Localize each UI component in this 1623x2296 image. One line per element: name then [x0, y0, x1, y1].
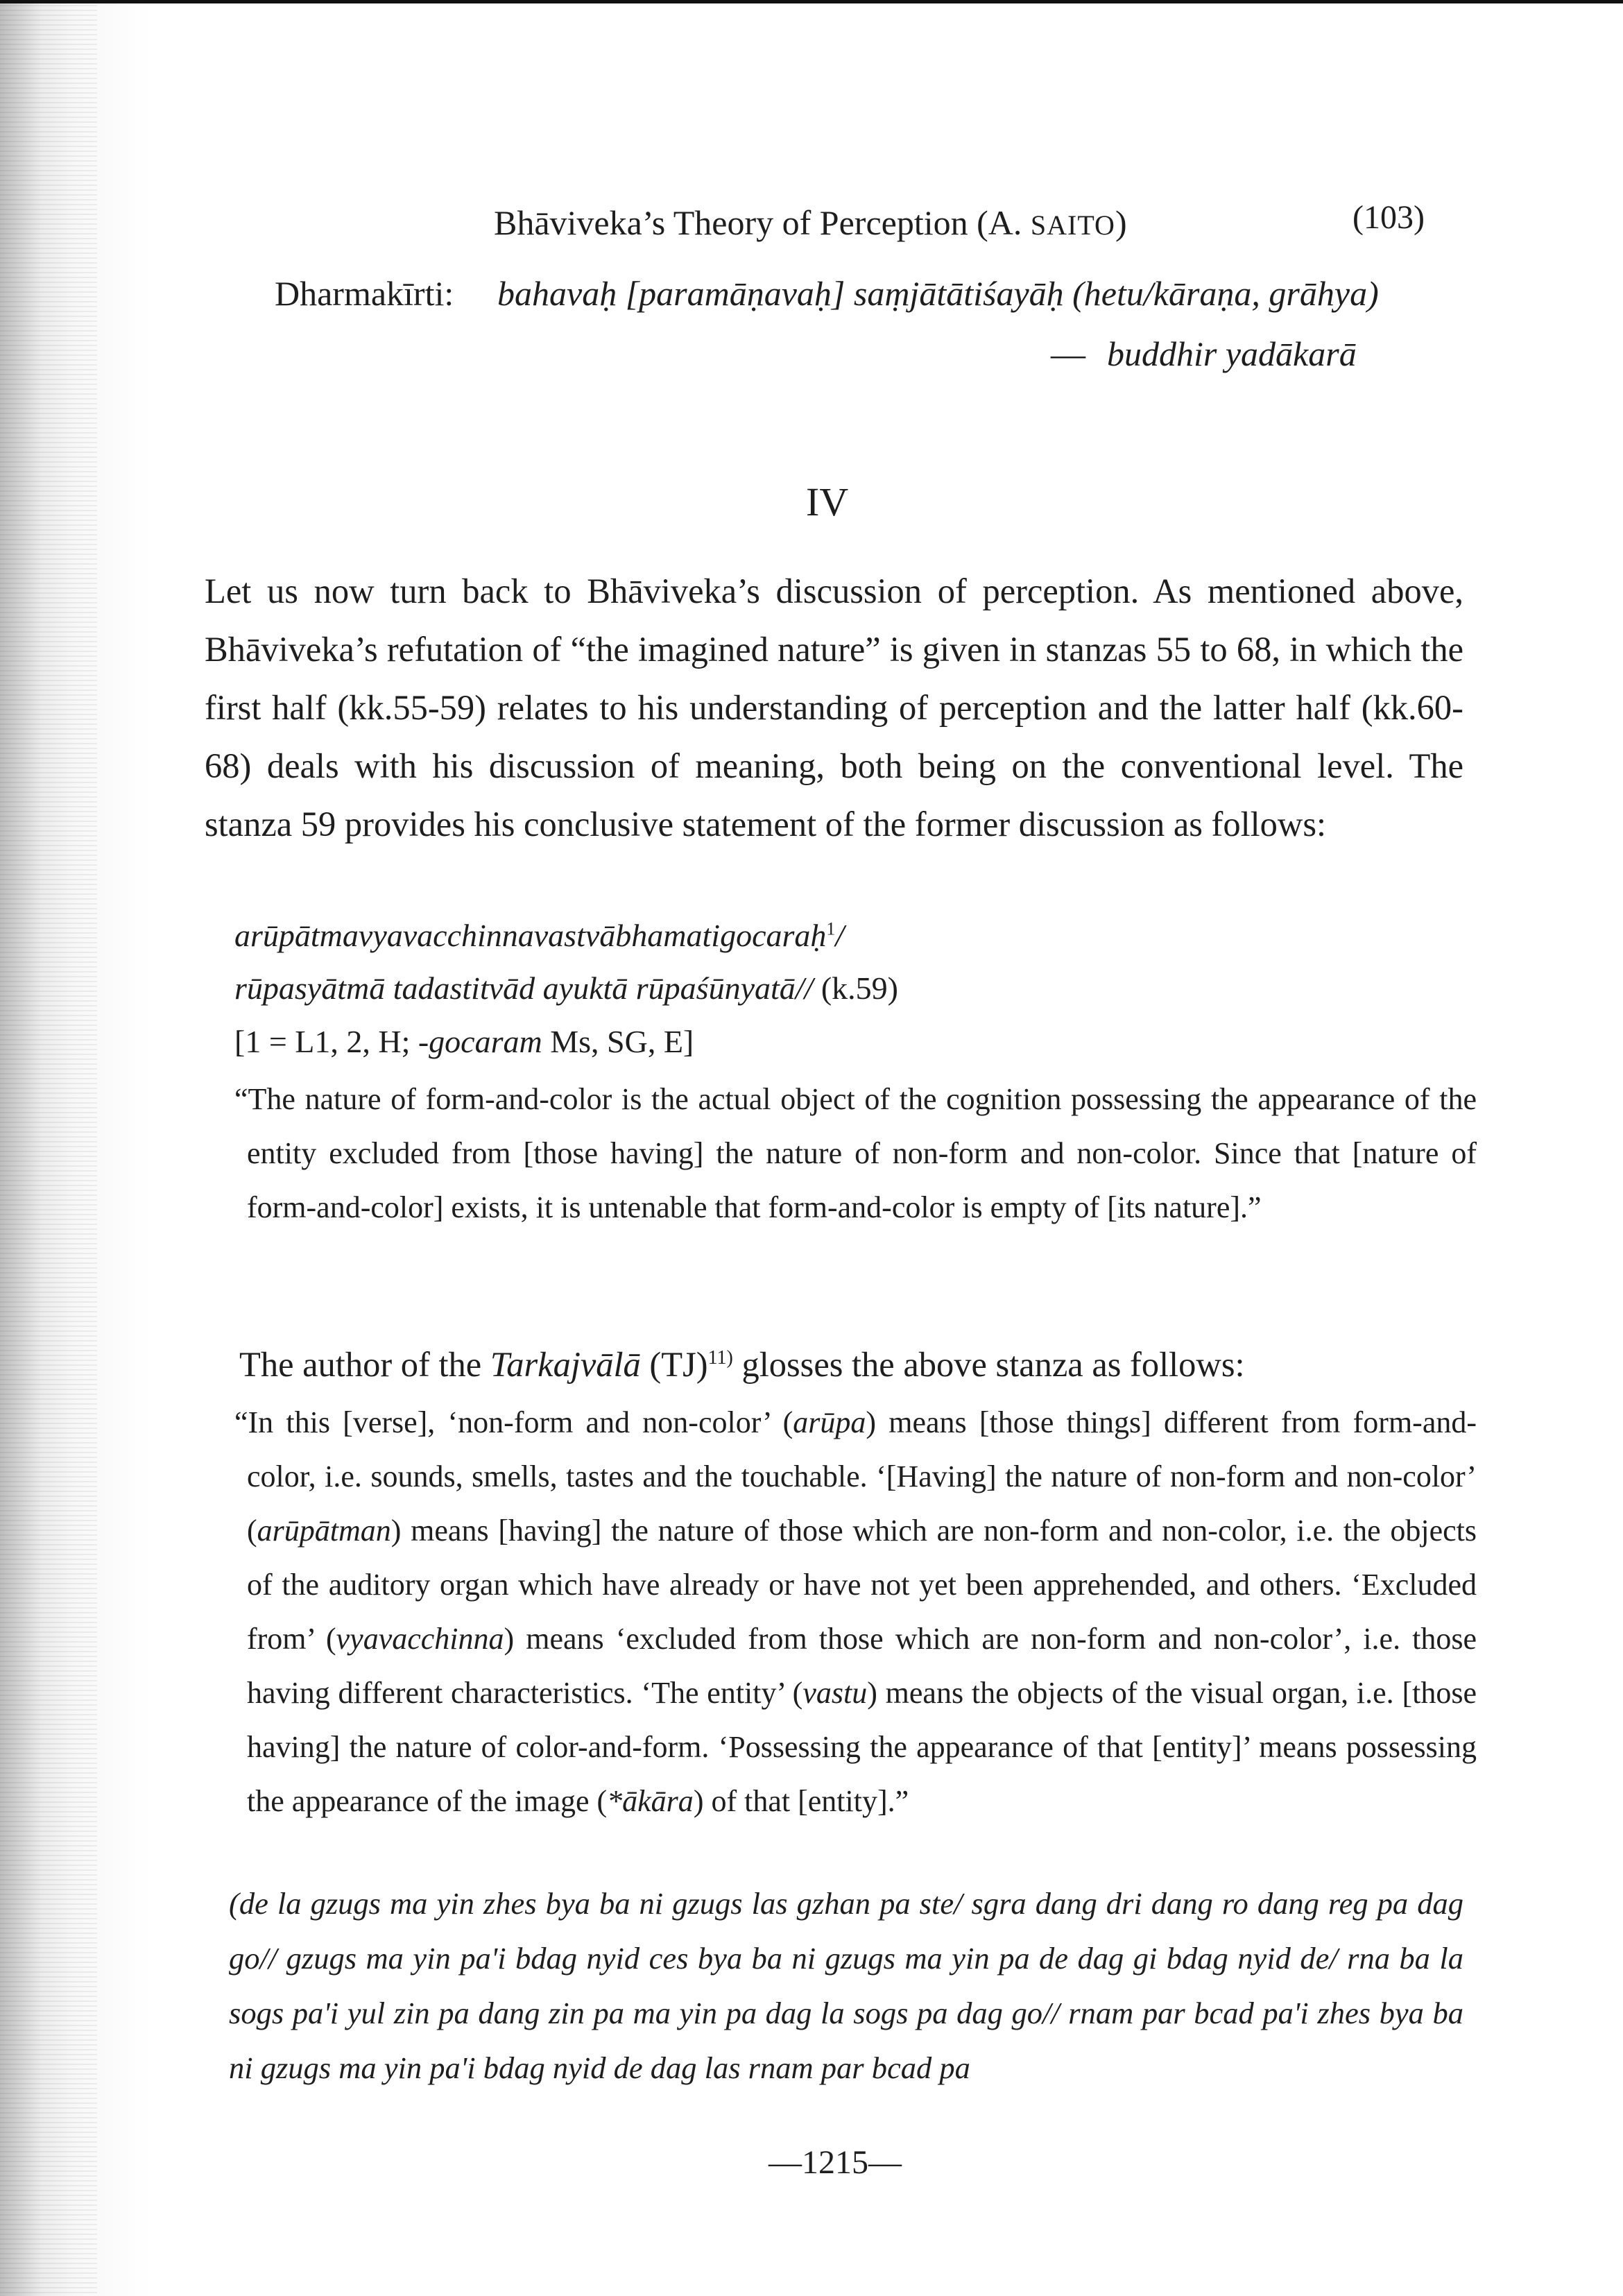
translation-1: “The nature of form-and-color is the actual object of the cognition possessing the appearance of the entity excluded from [those having] the nature of non-form and non-color. Since that [nature of form-and-color] exists, it is untenable that form-and-color is empty of [its nature].”	[234, 1082, 1477, 1224]
dharmakirti-label: Dharmakīrti:	[275, 274, 454, 313]
variant-apparatus: [1 = L1, 2, H; -gocaram Ms, SG, E]	[234, 1024, 694, 1059]
page-number: —1215—	[768, 2144, 902, 2181]
paragraph-1: Let us now turn back to Bhāviveka’s discussion of perception. As mentioned above, Bhāviveka’s refutation of “the imagined nature” is given in stanzas 55 to 68, in which the first half (kk.55-59) relates to his understanding of perception and the latter half (kk.60-68) deals with his discussion of meaning, both being on the conventional level. The stanza 59 provides his conclusive statement of the former discussion as follows:	[205, 572, 1463, 843]
variant-marker: 1	[826, 918, 836, 939]
sanskrit-verse-line-2: rūpasyātmā tadastitvād ayuktā rūpaśūnyatā// (k.59)	[234, 970, 898, 1006]
translation-2: “In this [verse], ‘non-form and non-color’ (arūpa) means [those things] different from form-and-color, i.e. sounds, smells, tastes and the touchable. ‘[Having] the nature of non-form and non-color’ (arūpātman) means [having] the nature of those which are non-form and non-color, i.e. the objects of the auditory organ which have already or have not yet been apprehended, and others. ‘Excluded from’ (vyavacchinna) means ‘excluded from those which are non-form and non-color’, i.e. those having different characteristics. ‘The entity’ (vastu) means the objects of the visual organ, i.e. [those having] the nature of color-and-form. ‘Possessing the appearance of that [entity]’ means possessing the appearance of the image (*ākāra) of that [entity].”	[234, 1405, 1477, 1818]
dharmakirti-line-1: bahavaḥ [paramāṇavaḥ] saṃjātātiśayāḥ (hetu/kāraṇa, grāhya)	[497, 274, 1379, 313]
running-head: Bhāviveka’s Theory of Perception (A. SAITO)	[494, 203, 1127, 242]
sanskrit-verse-line-1: arūpātmavyavacchinnavastvābhamatigocaraḥ$^1$/	[234, 918, 845, 953]
dharmakirti-dash: —	[1051, 334, 1085, 373]
section-heading: IV	[806, 479, 849, 524]
page-reference: (103)	[1352, 199, 1425, 236]
paragraph-2-intro: The author of the Tarkajvālā (TJ)$^{11)}$ glosses the above stanza as follows:	[239, 1345, 1245, 1384]
footnote-marker: 11)	[707, 1347, 733, 1369]
author-name: SAITO	[1030, 209, 1115, 241]
dharmakirti-line-2: buddhir yadākarā	[1107, 334, 1357, 373]
running-title: Bhāviveka’s Theory of Perception	[494, 203, 968, 242]
stanza-ref: (k.59)	[813, 970, 898, 1006]
work-title: Tarkajvālā	[490, 1345, 641, 1384]
tibetan-text: (de la gzugs ma yin zhes bya ba ni gzugs las gzhan pa ste/ sgra dang dri dang ro dang reg pa dag go// gzugs ma yin pa'i bdag nyid ces bya ba ni gzugs ma yin pa de dag gi bdag nyid de/ rna ba la sogs pa'i yul zin pa dang zin pa ma yin pa dag la sogs pa dag go// rnam par bcad pa'i zhes bya ba ni gzugs ma yin pa'i bdag nyid de dag las rnam par bcad pa	[229, 1886, 1463, 2085]
